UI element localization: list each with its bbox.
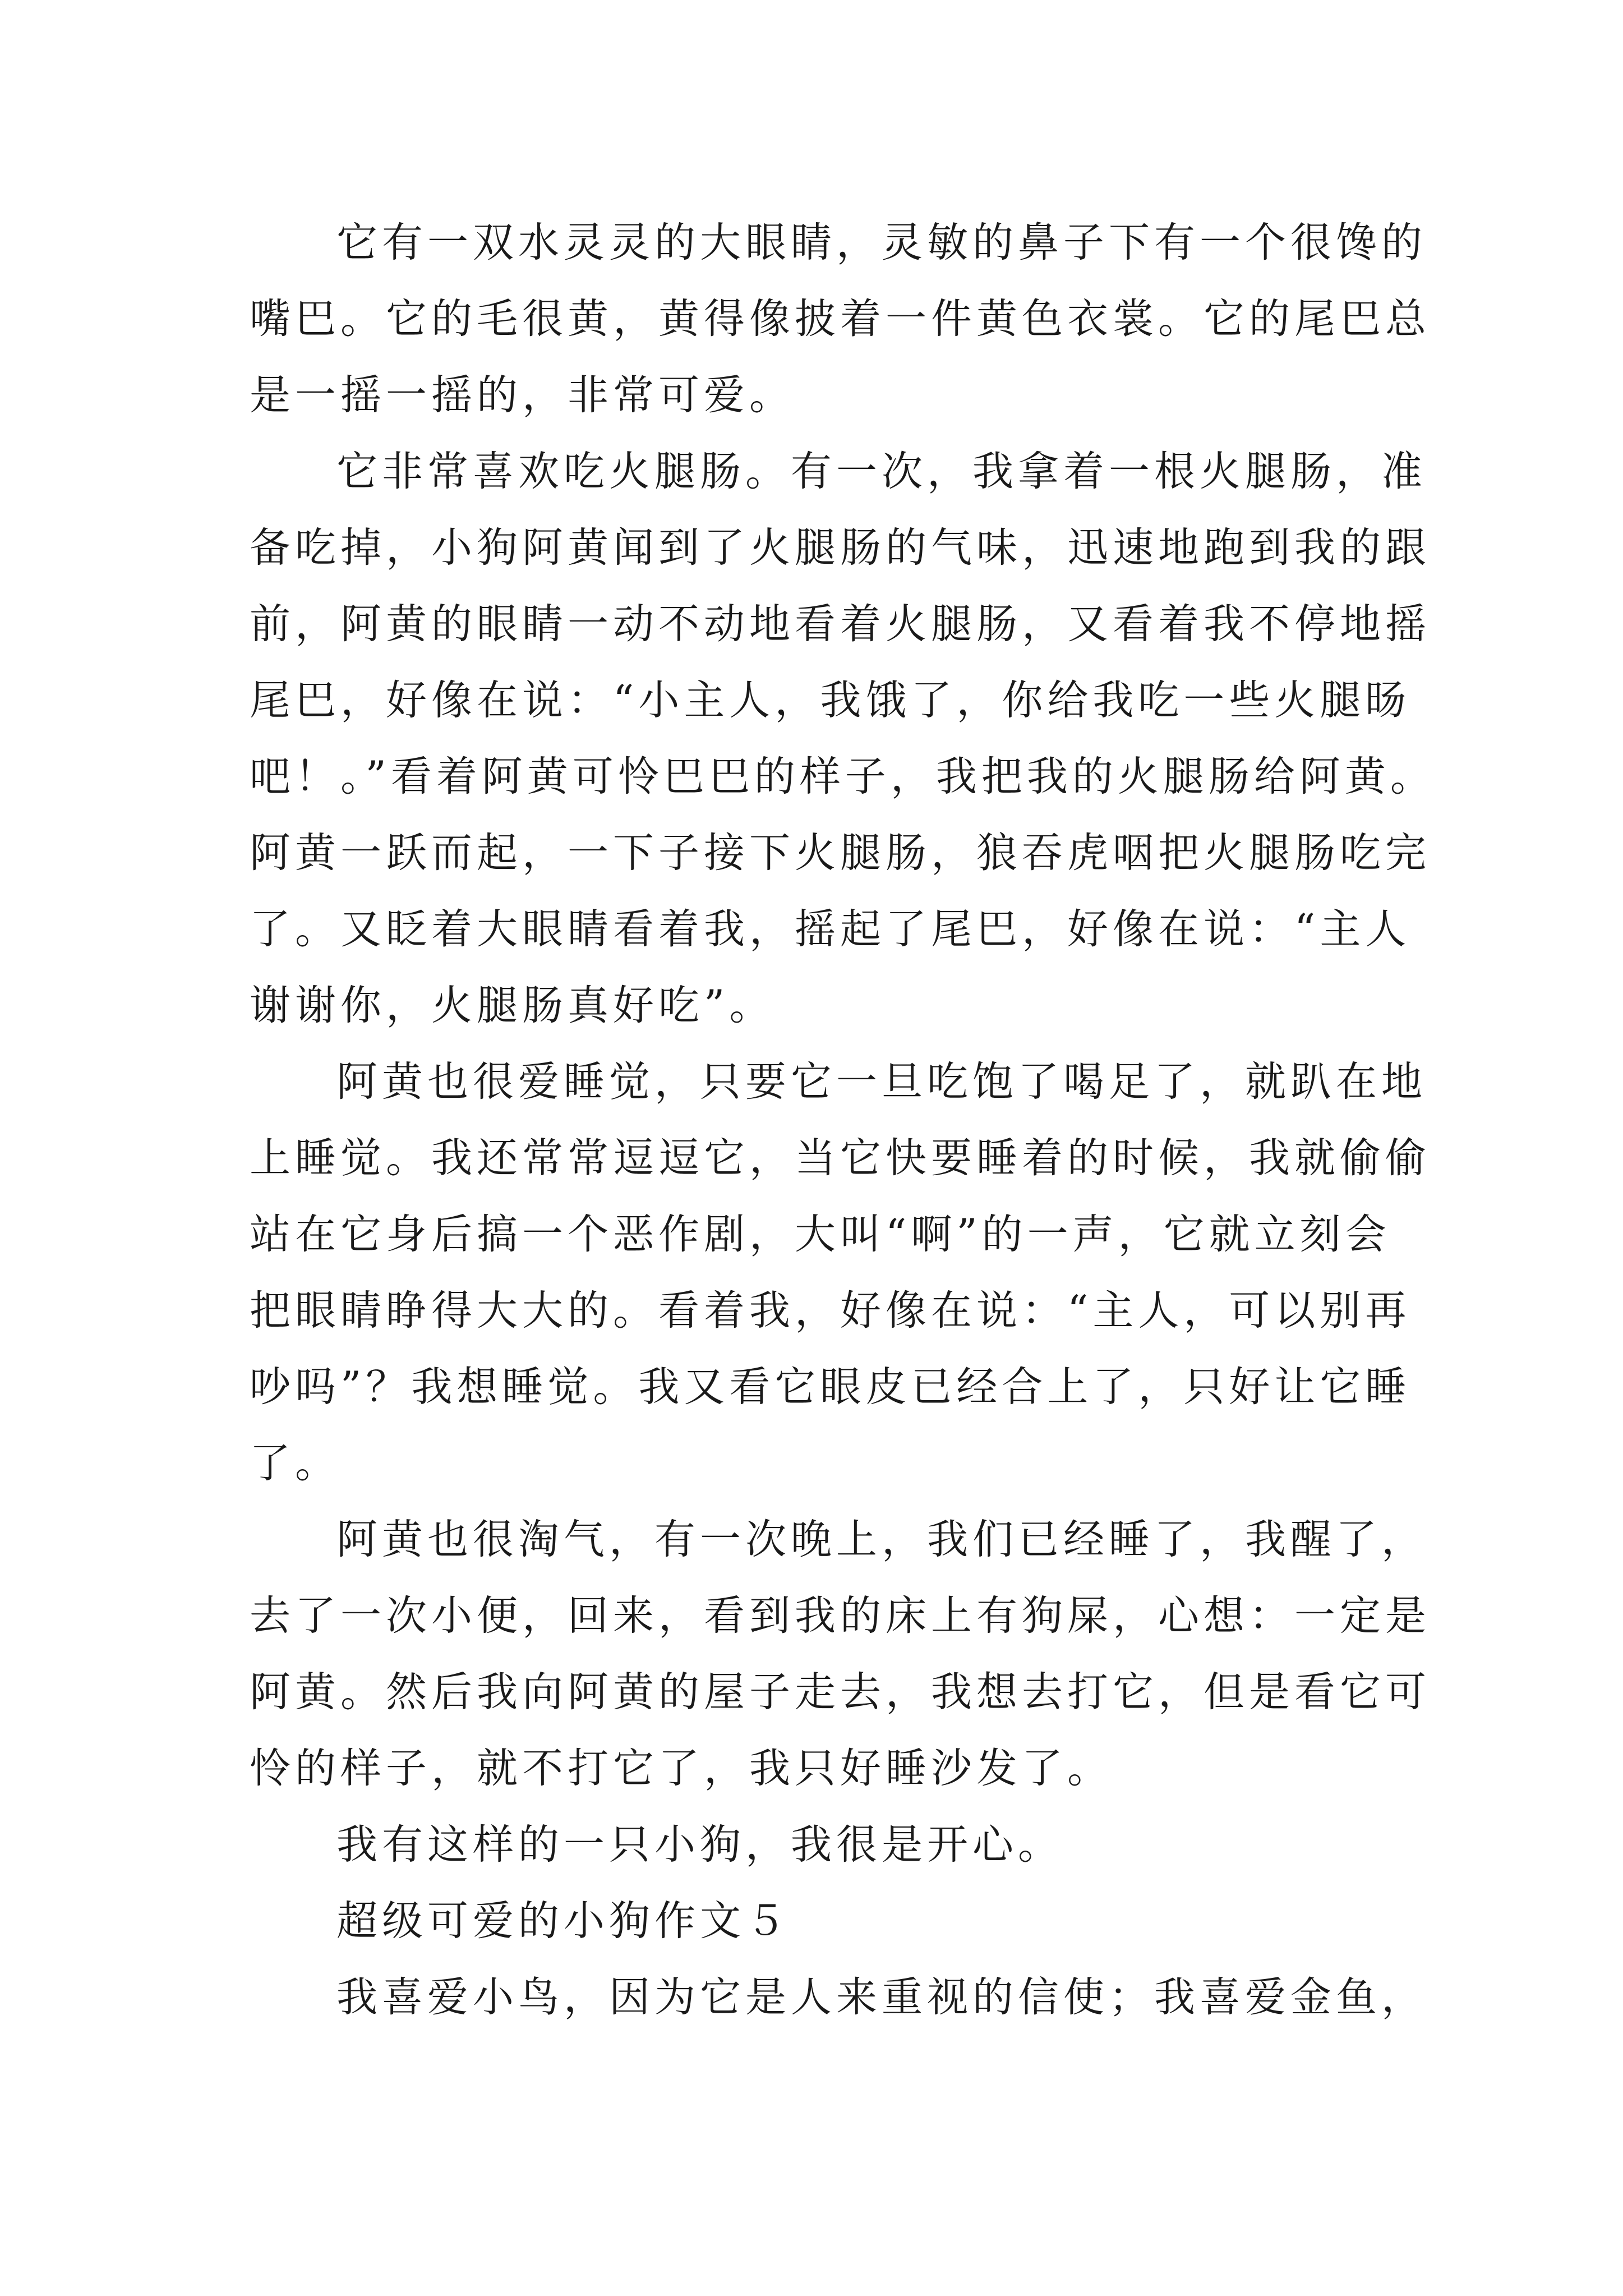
text-line: 它有一双水灵灵的大眼睛，灵敏的鼻子下有一个很馋的	[336, 219, 1427, 266]
text-line: 阿黄也很淘气，有一次晚上，我们已经睡了，我醒了，	[336, 1516, 1427, 1563]
paragraph-happy	[250, 1807, 1388, 1883]
paragraph-description	[250, 205, 1431, 434]
text-line: 阿黄也很爱睡觉，只要它一旦吃饱了喝足了，就趴在地	[336, 1058, 1427, 1106]
text-line: 去了一次小便，回来，看到我的床上有狗屎，心想：一定是	[250, 1592, 1431, 1640]
paragraph-sleep	[250, 1044, 1431, 1502]
paragraph-sausage	[250, 434, 1436, 1044]
text-line: 尾巴，好像在说：“小主人，我饿了，你给我吃一些火腿旸	[250, 677, 1411, 724]
text-line: 谢谢你，火腿肠真好吃”。	[250, 982, 775, 1029]
text-line: 吵吗”？我想睡觉。我又看它眼皮已经合上了，只好让它睡	[250, 1363, 1411, 1411]
text-line: 上睡觉。我还常常逗逗它，当它快要睡着的时候，我就偷偷	[250, 1134, 1431, 1182]
text-line: 站在它身后搞一个恶作剧，大叫“啊”的一声，它就立刻会	[250, 1211, 1391, 1258]
text-line: 我喜爱小鸟，因为它是人来重视的信使；我喜爱金鱼，	[336, 1973, 1427, 2021]
text-line: 阿黄一跃而起，一下子接下火腿肠，狼吞虎咽把火腿肠吃完	[250, 829, 1431, 877]
text-line: 我有这样的一只小狗，我很是开心。	[336, 1821, 1063, 1869]
paragraph-naughty	[250, 1502, 1431, 1807]
text-line: 是一摇一摇的，非常可爱。	[250, 371, 795, 419]
text-line: 备吃掉，小狗阿黄闻到了火腿肠的气味，迅速地跑到我的跟	[250, 524, 1431, 572]
text-line: 它非常喜欢吃火腿肠。有一次，我拿着一根火腿肠，准	[336, 448, 1427, 495]
section-heading	[250, 1883, 1388, 1959]
text-line: 嘴巴。它的毛很黄，黄得像披着一件黄色衣裳。它的尾巴总	[250, 295, 1431, 343]
text-line: 吧！。”看着阿黄可怜巴巴的样子，我把我的火腿肠给阿黄。	[250, 753, 1436, 800]
text-line: 把眼睛睁得大大的。看着我，好像在说：“主人，可以别再	[250, 1287, 1411, 1335]
text-line: 了。又眨着大眼睛看着我，摇起了尾巴，好像在说：“主人	[250, 905, 1411, 953]
text-line: 怜的样子，就不打它了，我只好睡沙发了。	[250, 1745, 1113, 1792]
paragraph-next-essay	[250, 1959, 1427, 2036]
section-title: 超级可爱的小狗作文５	[336, 1897, 791, 1945]
text-line: 了。	[250, 1439, 340, 1487]
document-page	[250, 205, 1436, 2036]
text-line: 阿黄。然后我向阿黄的屋子走去，我想去打它，但是看它可	[250, 1668, 1431, 1716]
text-line: 前，阿黄的眼睛一动不动地看着火腿肠，又看着我不停地摇	[250, 600, 1431, 648]
